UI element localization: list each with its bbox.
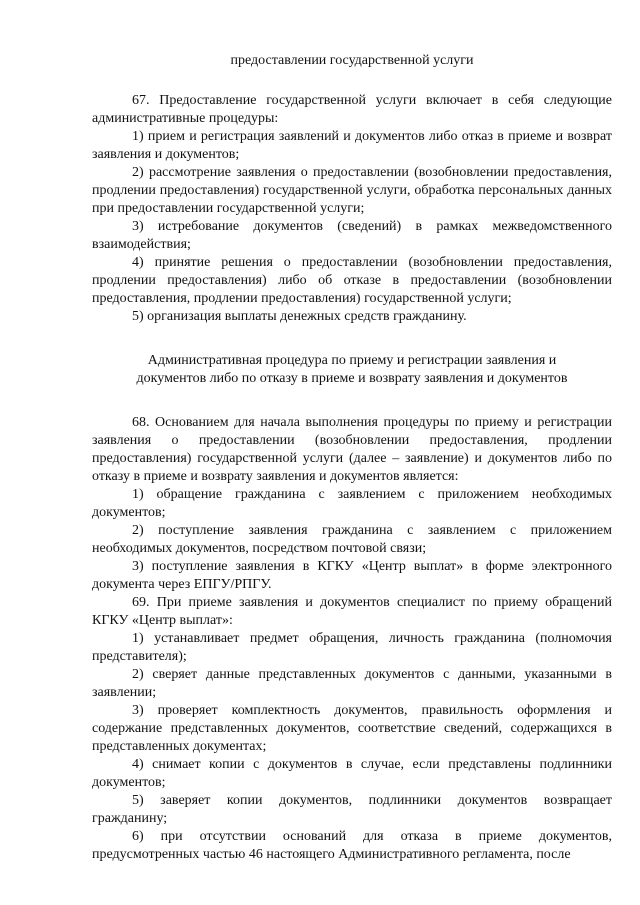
paragraph: 2) поступление заявления гражданина с заявлением с приложением необходимых документов, посредством почтовой связи; <box>92 523 612 556</box>
paragraph: 1) прием и регистрация заявлений и документов либо отказ в приеме и возврат заявления и документов; <box>92 129 612 162</box>
paragraph: 3) поступление заявления в КГКУ «Центр выплат» в форме электронного документа через ЕПГУ/РПГУ. <box>92 559 612 592</box>
procedures-list <box>92 92 612 326</box>
paragraph: 3) истребование документов (сведений) в рамках межведомственного взаимодействия; <box>92 219 612 252</box>
paragraph: 2) сверяет данные представленных документов с данными, указанными в заявлении; <box>92 667 612 700</box>
paragraph: 3) проверяет комплектность документов, правильность оформления и содержание представленных документов, соответствие сведений, содержащихся в представленных документах; <box>92 703 612 754</box>
paragraph: 68. Основанием для начала выполнения процедуры по приему и регистрации заявления о предоставлении (возобновлении предоставления, продлении предоставления) государственной услуги (далее – заявление) и документов либо по отказу в приеме и возврату заявления и документов является: <box>92 415 612 484</box>
paragraph: 2) рассмотрение заявления о предоставлении (возобновлении предоставления, продлении предоставления) государственной услуги, обработка персональных данных при предоставлении государственной услуги; <box>92 165 612 216</box>
paragraph: 1) устанавливает предмет обращения, личность гражданина (полномочия представителя); <box>92 631 612 664</box>
paragraph: 4) снимает копии с документов в случае, если представлены подлинники документов; <box>92 757 612 790</box>
page-header: предоставлении государственной услуги <box>230 53 474 68</box>
paragraph: 67. Предоставление государственной услуги включает в себя следующие административные процедуры: <box>92 93 612 126</box>
document-page <box>92 52 612 864</box>
section-body <box>92 414 612 864</box>
section-title-line: Административная процедура по приему и регистрации заявления и <box>147 353 557 368</box>
paragraph: 5) заверяет копии документов, подлинники документов возвращает гражданину; <box>92 793 612 826</box>
paragraph: 1) обращение гражданина с заявлением с приложением необходимых документов; <box>92 487 612 520</box>
paragraph: 6) при отсутствии оснований для отказа в приеме документов, предусмотренных частью 46 настоящего Административного регламента, после <box>92 829 612 862</box>
section-title <box>92 352 612 388</box>
paragraph: 4) принятие решения о предоставлении (возобновлении предоставления, продлении предоставления) либо об отказе в предоставлении (возобновлении предоставления, продлении предоставления) государственной услуги; <box>92 255 612 306</box>
paragraph: 69. При приеме заявления и документов специалист по приему обращений КГКУ «Центр выплат»: <box>92 595 612 628</box>
section-title-line: документов либо по отказу в приеме и возврату заявления и документов <box>136 371 568 386</box>
paragraph: 5) организация выплаты денежных средств гражданину. <box>132 309 467 324</box>
